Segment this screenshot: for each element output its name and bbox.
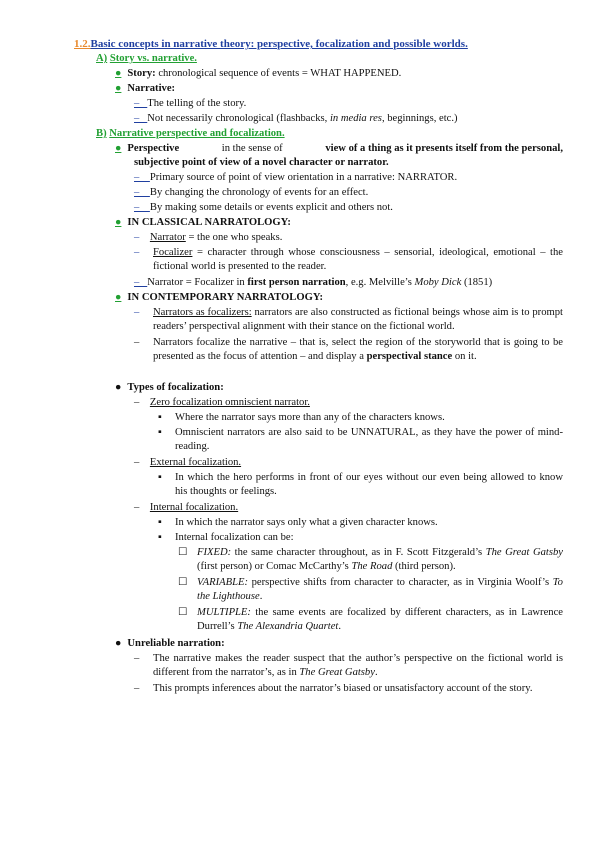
unreliable-point: This prompts inferences about the narrator’s biased or unsatisfactory account of the story. [153,683,533,694]
heading-number: 1.2. [74,38,91,50]
external-focalization-title: – External focalization. [134,457,242,468]
bullet-dot-icon: ● [115,83,122,94]
multiple-focalization: MULTIPLE: the same events are focalized by different characters, as in Lawrence Durrell’s The Alexandria Quartet. [197,607,563,632]
narrator-focalizer-equation: – Narrator = Focalizer in first person narration, e.g. Melville’s Moby Dick (1851) [134,277,493,288]
dash-icon: – [134,98,148,109]
bullet-dot-icon: ● [115,143,122,154]
dash-icon: – [134,277,148,288]
perspective-item: ● Perspective in the sense of view of a thing as it presents itself from the personal, [115,143,563,154]
focalizer-definition: Focalizer = character through whose consciousness – sensorial, ideological, emotional – the fictional world is presented to the reader. [153,247,563,272]
unreliable-point: The narrative makes the reader suspect that the author’s perspective on the fictional world is different from the narrator’s, as in The Great Gatsby. [153,653,563,678]
dash-icon: – [134,337,140,348]
dash-icon: – [134,307,140,318]
contemporary-heading: ● IN CONTEMPORARY NARRATOLOGY: [115,292,324,303]
heading-title: Basic concepts in narrative theory: perspective, focalization and possible worlds. [90,38,468,50]
types-heading: ● Types of focalization: [115,382,224,393]
square-bullet-icon: ▪ [158,472,162,483]
zero-point: Where the narrator says more than any of the characters knows. [175,412,445,423]
dash-icon: – [134,187,150,198]
square-bullet-icon: ▪ [158,412,162,423]
narrator-definition: – Narrator = the one who speaks. [134,232,283,243]
square-bullet-icon: ▪ [158,532,162,543]
internal-point: In which the narrator says only what a given character knows. [175,517,438,528]
dash-icon: – [134,653,140,664]
dash-icon: – [134,113,148,124]
section-a-title: Story vs. narrative. [109,53,197,64]
narrative-point: – Not necessarily chronological (flashbacks, in media res, beginnings, etc.) [134,113,458,124]
bullet-dot-icon: ● [115,638,122,649]
story-item: ● Story: chronological sequence of events = WHAT HAPPENED. [115,68,402,79]
unreliable-heading: ● Unreliable narration: [115,638,225,649]
perspective-point: – Primary source of point of view orientation in a narrative: NARRATOR. [134,172,458,183]
narrative-item: ● Narrative: [115,83,176,94]
variable-focalization: VARIABLE: perspective shifts from character to character, as in Virginia Woolf’s To the Lighthouse. [197,577,563,602]
checkbox-bullet-icon: ☐ [178,607,188,618]
narrative-point: – The telling of the story. [134,98,247,109]
dash-icon: – [134,397,140,408]
classical-heading: ● IN CLASSICAL NARRATOLOGY: [115,217,291,228]
bullet-dot-icon: ● [115,217,122,228]
square-bullet-icon: ▪ [158,427,162,438]
bullet-dot-icon: ● [115,382,122,393]
unreliable-dash [134,652,139,666]
unreliable-dash [134,682,139,696]
dash-icon: – [134,232,140,243]
focalize-dash [134,336,139,350]
external-point: In which the hero performs in front of our eyes without our even being allowed to know his thoughts or feelings. [175,472,563,497]
internal-point: Internal focalization can be: [175,532,294,543]
zero-focalization-title: – Zero focalization omniscient narrator. [134,397,310,408]
checkbox-bullet-icon: ☐ [178,577,188,588]
fixed-focalization: FIXED: the same character throughout, as in F. Scott Fitzgerald’s The Great Gatsby (first person) or Comac McCarthy’s The Road (third person). [197,547,563,572]
checkbox-bullet-icon: ☐ [178,547,188,558]
bullet-dot-icon: ● [115,292,122,303]
bullet-dot-icon: ● [115,68,122,79]
section-b-heading: B) Narrative perspective and focalization. [96,128,285,139]
section-b-title: Narrative perspective and focalization. [109,128,285,139]
focalizers-dash [134,306,139,320]
focalizer-dash [134,246,139,260]
dash-icon: – [134,683,140,694]
dash-icon: – [134,502,140,513]
section-heading [74,37,468,51]
dash-icon: – [134,457,140,468]
internal-focalization-title: – Internal focalization. [134,502,239,513]
perspective-continuation: subjective point of view of a novel character or narrator. [134,157,389,168]
perspective-point: – By making some details or events explicit and others not. [134,202,393,213]
dash-icon: – [134,172,150,183]
perspective-point: – By changing the chronology of events for an effect. [134,187,369,198]
zero-point: Omniscient narrators are also said to be UNNATURAL, as they have the power of mind-reading. [175,427,563,452]
section-a-heading: A) Story vs. narrative. [96,53,197,64]
narrators-focalize: Narrators focalize the narrative – that is, select the region of the storyworld that is going to be presented as the focus of attention – and display a perspectival stance on it. [153,337,563,362]
dash-icon: – [134,247,140,258]
square-bullet-icon: ▪ [158,517,162,528]
dash-icon: – [134,202,150,213]
narrators-as-focalizers: Narrators as focalizers: narrators are also constructed as fictional beings whose aim is to prompt readers’ perspectival alignment with their stance on the fictional world. [153,307,563,332]
